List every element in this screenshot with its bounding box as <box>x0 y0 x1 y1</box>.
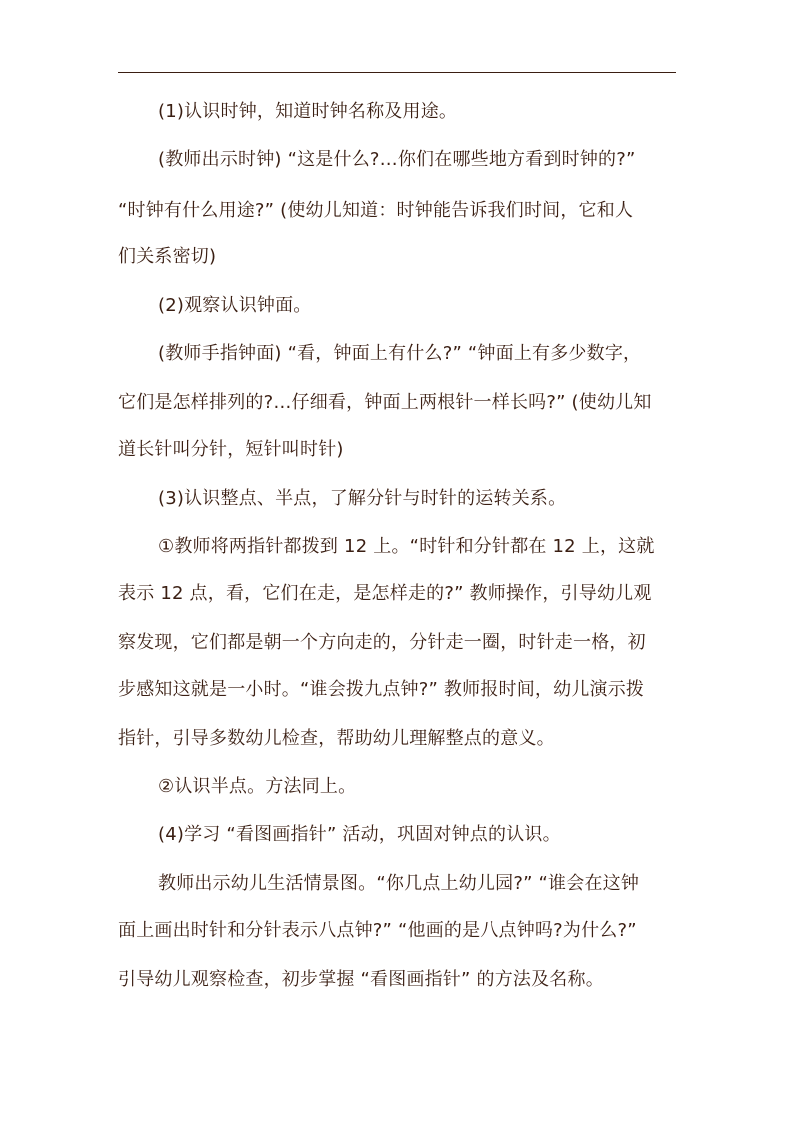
paragraph-line: 它们是怎样排列的?…仔细看，钟面上两根针一样长吗?” (使幼儿知 <box>118 392 652 413</box>
paragraph-line: ①教师将两指针都拨到 12 上。“时针和分针都在 12 上，这就 <box>158 536 655 557</box>
paragraph-heading-2: (2)观察认识钟面。 <box>158 295 312 316</box>
paragraph-line: 步感知这就是一小时。“谁会拨九点钟?” 教师报时间，幼儿演示拨 <box>118 679 645 700</box>
paragraph-line: “时钟有什么用途?” (使幼儿知道：时钟能告诉我们时间，它和人 <box>118 200 634 221</box>
paragraph-line: (教师出示时钟) “这是什么?…你们在哪些地方看到时钟的?” <box>158 149 636 170</box>
paragraph-line: 面上画出时针和分针表示八点钟?” “他画的是八点钟吗?为什么?” <box>118 920 637 941</box>
paragraph-line: 教师出示幼儿生活情景图。“你几点上幼儿园?” “谁会在这钟 <box>158 873 640 894</box>
paragraph-line: 们关系密切) <box>118 246 217 267</box>
paragraph-line: 引导幼儿观察检查，初步掌握 “看图画指针” 的方法及名称。 <box>118 969 604 990</box>
paragraph-line: (教师手指钟面) “看，钟面上有什么?” “钟面上有多少数字， <box>158 343 642 364</box>
header-rule <box>118 72 676 73</box>
paragraph-line: 表示 12 点，看，它们在走，是怎样走的?” 教师操作，引导幼儿观 <box>118 583 652 604</box>
paragraph-heading-4: (4)学习 “看图画指针” 活动，巩固对钟点的认识。 <box>158 824 561 845</box>
paragraph-heading-1: (1)认识时钟，知道时钟名称及用途。 <box>158 101 458 122</box>
paragraph-line: 察发现，它们都是朝一个方向走的，分针走一圈，时针走一格，初 <box>118 632 646 653</box>
paragraph-line: ②认识半点。方法同上。 <box>158 776 357 797</box>
paragraph-heading-3: (3)认识整点、半点，了解分针与时针的运转关系。 <box>158 488 567 509</box>
paragraph-line: 指针，引导多数幼儿检查，帮助幼儿理解整点的意义。 <box>118 728 555 749</box>
paragraph-line: 道长针叫分针，短针叫时针) <box>118 439 344 460</box>
